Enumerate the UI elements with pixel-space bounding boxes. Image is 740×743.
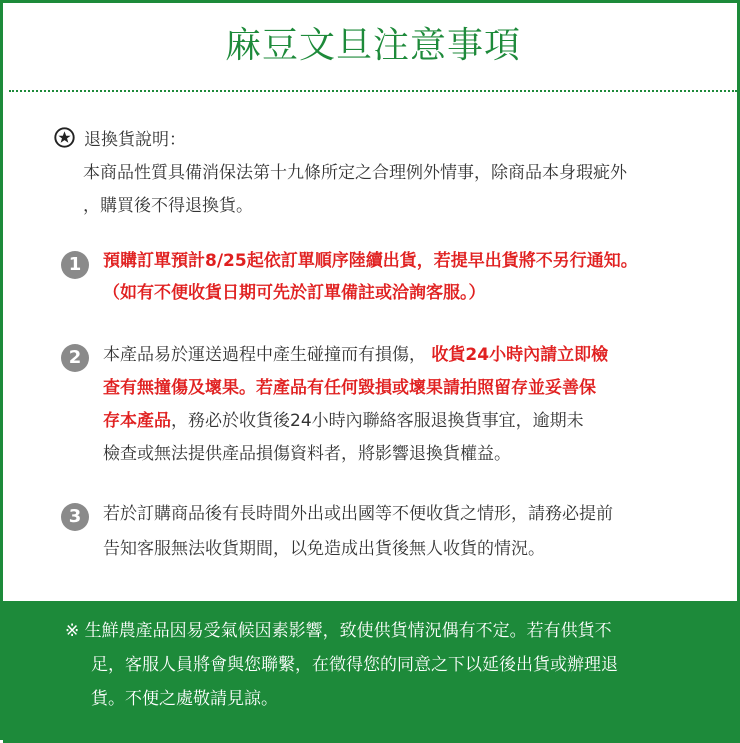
intro-heading-row [54, 125, 186, 150]
dotted-divider [9, 90, 737, 92]
note-1-line-1: 預購訂單預計8/25起依訂單順序陸續出貨，若提早出貨將不另行通知。 [103, 251, 638, 271]
note-2-line-1 [103, 339, 608, 372]
intro-heading: 退換貨說明： [84, 130, 186, 150]
note-2-line-1-plain: 本產品易於運送過程中產生碰撞而有損傷， [103, 345, 426, 365]
intro-line-2: ，購買後不得退換貨。 [83, 196, 253, 216]
footer-line-1: ※ 生鮮農產品因易受氣候因素影響，致使供貨情況偶有不定。若有供貨不 [65, 621, 612, 641]
note-2-line-3-alert: 存本產品 [103, 411, 171, 431]
note-3-line-2: 告知客服無法收貨期間，以免造成出貨後無人收貨的情況。 [103, 539, 545, 559]
note-2-line-2-alert: 查有無撞傷及壞果。若產品有任何毀損或壞果請拍照留存並妥善保 [103, 378, 596, 398]
note-2-line-4: 檢查或無法提供產品損傷資料者，將影響退換貨權益。 [103, 444, 511, 464]
note-2-line-3-plain: ，務必於收貨後24小時內聯絡客服退換貨事宜，逾期未 [171, 411, 584, 431]
note-1-line-2: （如有不便收貨日期可先於訂單備註或洽詢客服。） [103, 283, 486, 303]
note-number-3: 3 [61, 503, 89, 531]
page-title: 麻豆文旦注意事項 [224, 25, 521, 66]
note-number-2: 2 [61, 344, 89, 372]
note-2-line-3 [103, 405, 584, 438]
note-3-line-1: 若於訂購商品後有長時間外出或出國等不便收貨之情形，請務必提前 [103, 504, 613, 524]
footer-banner [3, 601, 740, 743]
intro-line-1: 本商品性質具備消保法第十九條所定之合理例外情事，除商品本身瑕疵外 [83, 163, 627, 183]
footer-line-3: 貨。不便之處敬請見諒。 [91, 689, 278, 709]
star-icon [54, 127, 75, 148]
note-2-line-1-alert: 收貨24小時內請立即檢 [431, 345, 609, 365]
footer-line-2: 足，客服人員將會與您聯繫，在徵得您的同意之下以延後出貨或辦理退 [91, 655, 618, 675]
note-number-1: 1 [61, 251, 89, 279]
